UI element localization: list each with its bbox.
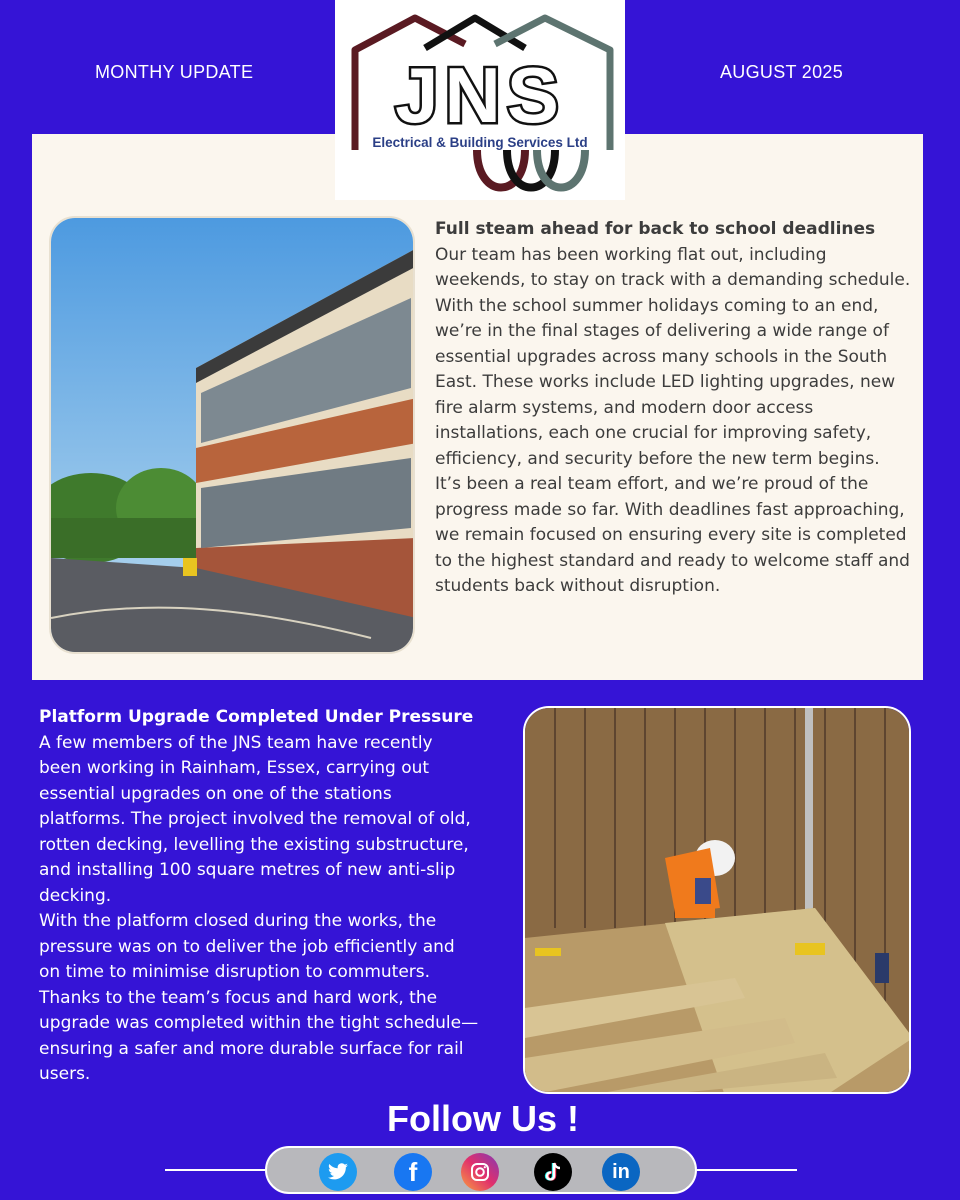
school-building-photo bbox=[49, 216, 415, 654]
monthly-update-label: MONTHY UPDATE bbox=[95, 62, 254, 82]
logo-letters: JNS bbox=[395, 51, 565, 139]
divider-right bbox=[697, 1169, 797, 1171]
article-paragraph: Our team has been working flat out, including weekends, to stay on track with a demanding schedule. With the school summer holidays coming to an end, we’re in the final stages of delivering a wide range of essential upgrades across many schools in the South East. These works include LED lighting upgrades, new fire alarm systems, and modern door access installations, each one crucial for improving safety, efficiency, and security before the new term begins. bbox=[435, 244, 911, 469]
article-paragraph: With the platform closed during the works, the pressure was on to deliver the job efficiently and on time to minimise disruption to commuters. Thanks to the team’s focus and hard work, the upgrade was completed within the tight schedule—ensuring a safer and more durable surface for rail users. bbox=[39, 911, 479, 1084]
article-title: Full steam ahead for back to school deadlines bbox=[435, 219, 876, 239]
article-back-to-school bbox=[435, 217, 913, 600]
company-logo bbox=[335, 0, 625, 200]
divider-left bbox=[165, 1169, 265, 1171]
article-paragraph: A few members of the JNS team have recently been working in Rainham, Essex, carrying out essential upgrades on one of the stations platforms. The project involved the removal of old, rotten decking, levelling the existing substructure, and installing 100 square metres of new anti-slip decking. bbox=[39, 732, 471, 906]
article-title: Platform Upgrade Completed Under Pressure bbox=[39, 707, 474, 727]
date-label: AUGUST 2025 bbox=[720, 62, 844, 82]
linkedin-icon[interactable]: in bbox=[602, 1153, 640, 1191]
logo-subtitle: Electrical & Building Services Ltd bbox=[372, 135, 588, 150]
facebook-icon[interactable]: f bbox=[394, 1153, 432, 1191]
article-paragraph: It’s been a real team effort, and we’re proud of the progress made so far. With deadlines fast approaching, we remain focused on ensuring every site is completed to the highest standard and ready to welcome staff and students back without disruption. bbox=[435, 474, 910, 596]
tiktok-icon[interactable] bbox=[534, 1153, 572, 1191]
instagram-icon[interactable] bbox=[461, 1153, 499, 1191]
article-platform-upgrade bbox=[39, 705, 479, 1088]
follow-us-heading: Follow Us ! bbox=[387, 1098, 579, 1139]
twitter-icon[interactable] bbox=[319, 1153, 357, 1191]
platform-decking-photo bbox=[523, 706, 911, 1094]
